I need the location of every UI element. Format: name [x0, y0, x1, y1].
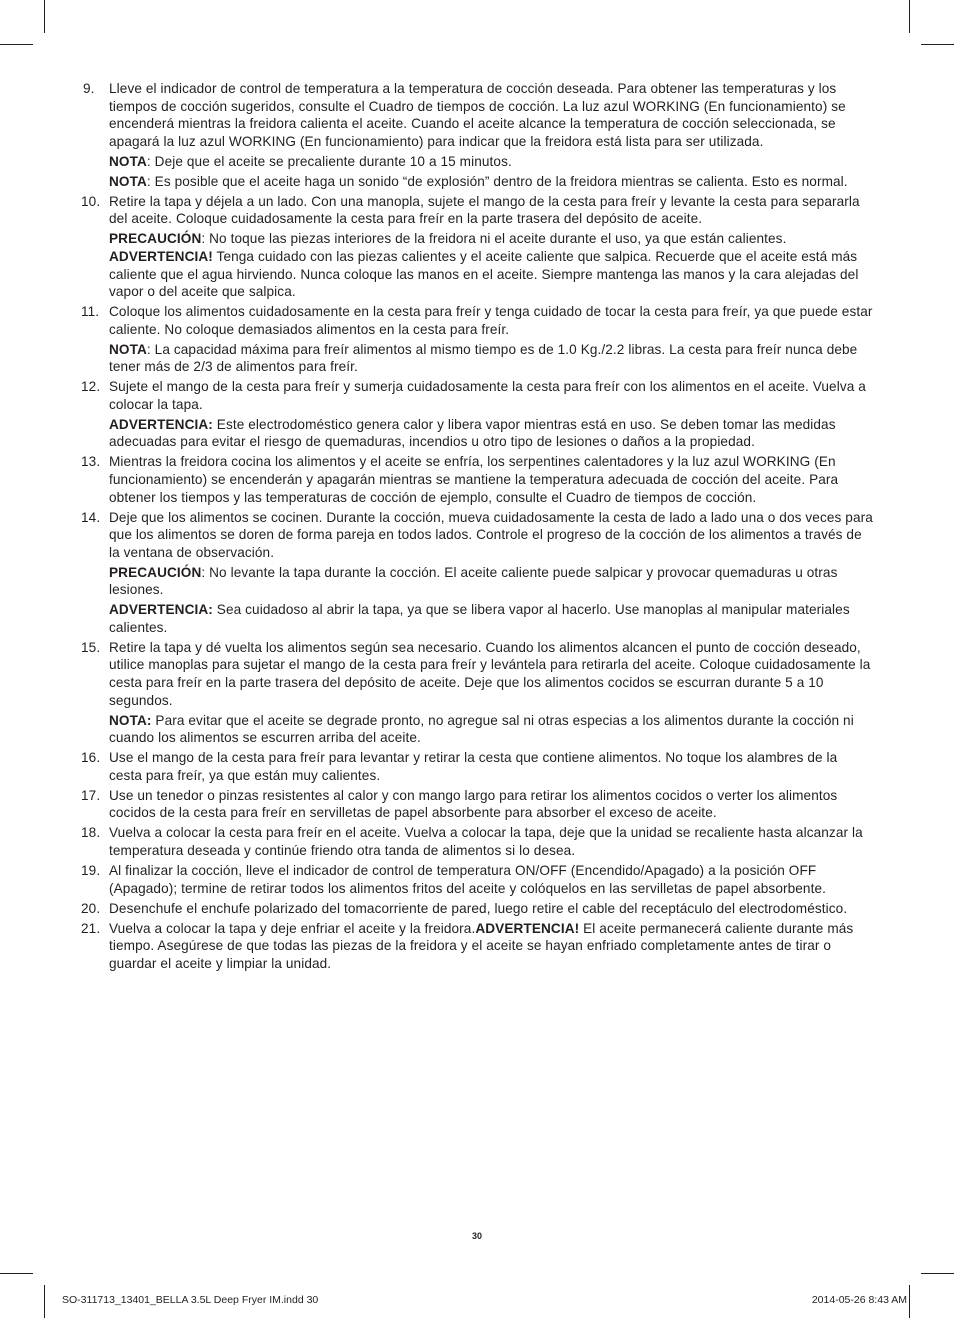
item-number: 13. [81, 454, 101, 470]
item-text [109, 824, 873, 859]
item-number: 11. [81, 304, 100, 320]
list-item [83, 639, 873, 747]
list-item [83, 824, 873, 859]
list-item [83, 453, 873, 506]
item-number: 15. [81, 639, 101, 655]
list-item [83, 862, 873, 897]
item-body: Vuelva a colocar la cesta para freír en el aceite. Vuelva a colocar la tapa, deje que la unidad se recaliente hasta alcanzar la temperatura deseada y continúe friendo otra tanda de alimentos si lo desea. [109, 825, 863, 858]
item-number: 17. [81, 787, 101, 803]
note-text: Sea cuidadoso al abrir la tapa, ya que se libera vapor al hacerlo. Use manoplas al manipular materiales calientes. [109, 602, 850, 635]
note-label: NOTA [109, 173, 147, 189]
note-label: PRECAUCIÓN [109, 564, 202, 580]
item-note [109, 341, 873, 376]
item-text [109, 453, 873, 506]
item-body: Use el mango de la cesta para freír para levantar y retirar la cesta que contiene alimentos. No toque los alambres de la cesta para freír, ya que están muy calientes. [109, 750, 838, 783]
note-text: : Deje que el aceite se precaliente durante 10 a 15 minutos. [146, 153, 512, 169]
item-text [109, 639, 873, 709]
inline-warning-label: ADVERTENCIA! [475, 920, 580, 936]
note-label: NOTA [109, 153, 147, 169]
note-label: ADVERTENCIA! [109, 248, 213, 264]
item-number: 19. [81, 862, 101, 878]
item-note [109, 230, 873, 248]
page-number: 30 [471, 1231, 482, 1241]
note-text: Para evitar que el aceite se degrade pronto, no agregue sal ni otras especias a los alimentos durante la cocción ni cuando los alimentos se escurren arriba del aceite. [109, 712, 854, 746]
item-body: Sujete el mango de la cesta para freír y sumerja cuidadosamente la cesta para freír con los alimentos en el aceite. Vuelva a colocar la tapa. [109, 379, 866, 412]
item-note [109, 712, 873, 747]
item-body: Use un tenedor o pinzas resistentes al calor y con mango largo para retirar los alimentos cocidos o verter los alimentos cocidos de la cesta para freír en servilletas de papel absorbente para absorber el exceso de aceite. [109, 787, 838, 821]
note-text: Tenga cuidado con las piezas calientes y el aceite caliente que salpica. Recuerde que el aceite está más caliente que el agua hirviendo. Nunca coloque las manos en el aceite. Siempre mantenga las manos y la cara alejadas del vapor o del aceite que salpica. [109, 248, 859, 300]
instruction-list [83, 80, 873, 975]
item-text [109, 900, 873, 918]
crop-mark-top-right-h [921, 44, 954, 45]
note-label: ADVERTENCIA: [109, 416, 213, 432]
list-item [83, 749, 873, 784]
note-label: NOTA [109, 341, 147, 357]
item-text [109, 862, 873, 897]
item-note [109, 153, 873, 171]
note-text: : No toque las piezas interiores de la freidora ni el aceite durante el uso, ya que están calientes. [201, 231, 787, 247]
item-note [109, 248, 873, 301]
crop-mark-bottom-left-h [0, 1273, 33, 1274]
item-body: Retire la tapa y déjela a un lado. Con una manopla, sujete el mango de la cesta para freír y levante la cesta para separarla del aceite. Coloque cuidadosamente la cesta para freír en la parte trasera del depósito de aceite. [109, 193, 860, 227]
inline-warning-text: El aceite permanecerá caliente durante más tiempo. Asegúrese de que todas las piezas de la freidora y el aceite se hayan enfriado completamente antes de tirar o guardar el aceite y limpiar la unidad. [109, 920, 854, 971]
item-number: 10. [81, 193, 101, 209]
item-note [109, 601, 873, 636]
item-body: Retire la tapa y dé vuelta los alimentos según sea necesario. Cuando los alimentos alcancen el punto de cocción deseado, utilice manoplas para sujetar el mango de la cesta para freír y levántela para retirarla del aceite. Coloque cuidadosamente la cesta para freír en la parte trasera del depósito de aceite. Deje que los alimentos cocidos se escurran durante 5 a 10 segundos. [109, 639, 871, 708]
item-body: Vuelva a colocar la tapa y deje enfriar el aceite y la freidora. [109, 920, 476, 936]
note-text: Este electrodoméstico genera calor y libera vapor mientras está en uso. Se deben tomar las medidas adecuadas para evitar el riesgo de quemaduras, incendios u otro tipo de lesiones o daños a la propiedad. [109, 416, 836, 450]
item-body: Al finalizar la cocción, lleve el indicador de control de temperatura ON/OFF (Encendido/Apagado) a la posición OFF (Apagado); termine de retirar todos los alimentos fritos del aceite y colóquelos en las servilletas de papel absorbente. [109, 862, 826, 896]
item-text [109, 509, 873, 562]
crop-mark-bottom-right-h [921, 1273, 954, 1274]
note-label: PRECAUCIÓN [109, 231, 202, 247]
item-number: 18. [81, 825, 101, 841]
crop-mark-top-left-v [44, 0, 45, 33]
slug-file-name: SO-311713_13401_BELLA 3.5L Deep Fryer IM.indd 30 [62, 1294, 319, 1306]
item-note [109, 173, 873, 191]
note-text: : No levante la tapa durante la cocción. El aceite caliente puede salpicar y provocar quemaduras u otras lesiones. [109, 564, 838, 598]
item-note [109, 564, 873, 599]
item-body: Desenchufe el enchufe polarizado del tomacorriente de pared, luego retire el cable del receptáculo del electrodoméstico. [109, 900, 848, 916]
list-item [83, 509, 873, 637]
item-number: 16. [81, 750, 101, 766]
crop-mark-bottom-right-v [909, 1285, 910, 1318]
item-body: Lleve el indicador de control de temperatura a la temperatura de cocción deseada. Para obtener las temperaturas y los tiempos de cocción sugeridos, consulte el Cuadro de tiempos de cocción. La luz azul WORKING (En funcionamiento) se encenderá mientras la freidora calienta el aceite. Cuando el aceite alcance la temperatura de cocción seleccionada, se apagará la luz azul WORKING (En funcionamiento) para indicar que la freidora está lista para ser utilizada. [109, 81, 846, 149]
item-number: 9. [83, 81, 95, 96]
note-label: ADVERTENCIA: [109, 602, 213, 618]
item-body: Coloque los alimentos cuidadosamente en la cesta para freír y tenga cuidado de tocar la cesta para freír, ya que puede estar caliente. No coloque demasiados alimentos en la cesta para freír. [109, 304, 873, 337]
item-number: 21. [81, 920, 101, 936]
item-text [109, 749, 873, 784]
item-text [109, 787, 873, 822]
list-item [83, 80, 873, 190]
list-item [83, 303, 873, 376]
item-text [109, 303, 873, 338]
list-item [83, 900, 873, 918]
crop-mark-top-right-v [909, 0, 910, 33]
list-item [83, 787, 873, 822]
item-number: 20. [81, 900, 101, 916]
list-item [83, 378, 873, 451]
item-number: 14. [81, 509, 101, 525]
item-note [109, 416, 873, 451]
list-item [83, 193, 873, 301]
crop-mark-top-left-h [0, 44, 33, 45]
item-text [109, 80, 873, 150]
list-item [83, 920, 873, 973]
item-text [109, 378, 873, 413]
item-number: 12. [81, 379, 101, 395]
crop-mark-bottom-left-v [44, 1285, 45, 1318]
note-text: : La capacidad máxima para freír alimentos al mismo tiempo es de 1.0 Kg./2.2 libras. La cesta para freír nunca debe tener más de 2/3 de alimentos para freír. [109, 341, 858, 375]
note-text: : Es posible que el aceite haga un sonido “de explosión” dentro de la freidora mientras se calienta. Esto es normal. [146, 173, 848, 189]
item-body: Deje que los alimentos se cocinen. Durante la cocción, mueva cuidadosamente la cesta de lado a lado una o dos veces para que los alimentos se doren de forma pareja en todos lados. Controle el progreso de la cocción de los alimentos a través de la ventana de observación. [109, 509, 873, 560]
item-text [109, 193, 873, 228]
slug-date: 2014-05-26 8:43 AM [811, 1294, 907, 1306]
item-body: Mientras la freidora cocina los alimentos y el aceite se enfría, los serpentines calentadores y la luz azul WORKING (En funcionamiento) se encenderán y apagarán mientras se mantiene la temperatura adecuada de cocción del aceite. Para obtener los tiempos y las temperaturas de cocción de ejemplo, consulte el Cuadro de tiempos de cocción. [109, 454, 839, 505]
item-text [109, 920, 873, 973]
note-label: NOTA: [109, 712, 152, 728]
